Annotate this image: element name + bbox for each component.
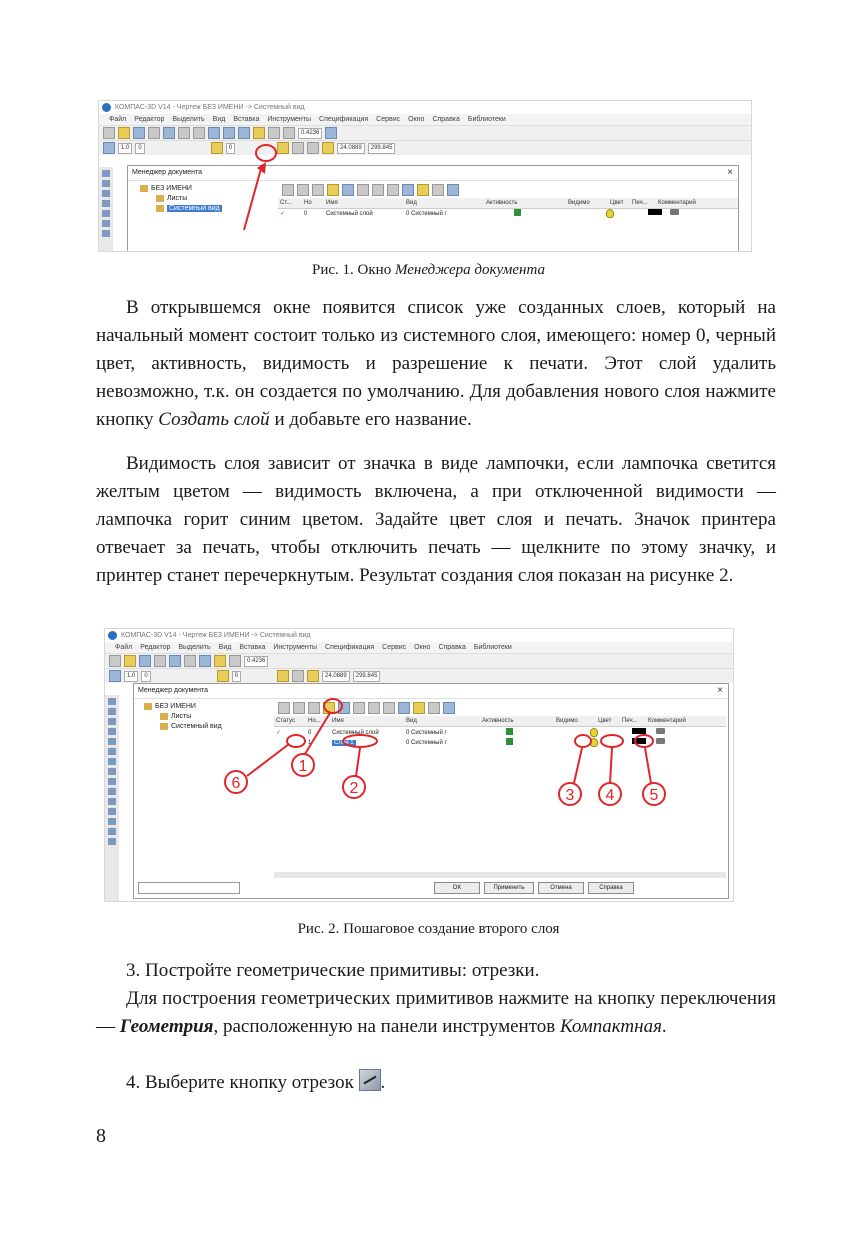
tree-item-sheets[interactable]: Листы: [140, 194, 222, 204]
window-title: КОМПАС-3D V14 - Чертеж БЕЗ ИМЕНИ -> Системный вид: [115, 104, 305, 111]
tree-item-view[interactable]: Системный вид: [140, 204, 222, 214]
coord-y-field[interactable]: 299.845: [353, 671, 381, 682]
menu-item-tools[interactable]: Инструменты: [273, 644, 318, 651]
column-view[interactable]: Вид: [406, 718, 417, 724]
menu-item-edit[interactable]: Редактор: [140, 644, 171, 651]
layer-field[interactable]: 0: [232, 671, 241, 682]
pointer-4: [610, 748, 612, 783]
column-status[interactable]: Ст...: [280, 200, 292, 206]
zoom-field[interactable]: 0.4236: [298, 128, 322, 139]
status-check-icon: ✓: [276, 730, 282, 736]
window-title: КОМПАС-3D V14 - Чертеж БЕЗ ИМЕНИ -> Системный вид: [121, 632, 311, 639]
menu-item-service[interactable]: Сервис: [382, 644, 407, 651]
menu-item-window[interactable]: Окно: [408, 116, 425, 123]
cancel-button[interactable]: Отмена: [538, 882, 584, 894]
coord-y-field[interactable]: 299.845: [368, 143, 396, 154]
menu-item-service[interactable]: Сервис: [376, 116, 401, 123]
menu-item-window[interactable]: Окно: [414, 644, 431, 651]
status-check-icon: ✓: [280, 211, 286, 217]
column-color[interactable]: Цвет: [610, 200, 624, 206]
layer-number: 0: [308, 730, 312, 736]
menu-item-help[interactable]: Справка: [438, 644, 466, 651]
column-activity[interactable]: Активность: [482, 718, 514, 724]
menu-item-libraries[interactable]: Библиотеки: [467, 116, 506, 123]
close-icon[interactable]: ×: [717, 685, 723, 696]
menu-item-file[interactable]: Файл: [115, 644, 133, 651]
column-activity[interactable]: Активность: [486, 200, 518, 206]
marker-3: 3: [565, 787, 575, 804]
menu-item-help[interactable]: Справка: [432, 116, 460, 123]
column-number[interactable]: Но: [304, 200, 312, 206]
scale-field[interactable]: 1.0: [124, 671, 138, 682]
layer-name: Системный слой: [332, 730, 379, 736]
layer-view: 0 Системный г: [406, 730, 447, 736]
tree-item-sheets[interactable]: Листы: [144, 712, 222, 722]
figure-2-caption: Рис. 2. Пошаговое создание второго слоя: [297, 921, 560, 937]
layer-view: 0 Системный г: [406, 211, 447, 217]
column-visible[interactable]: Видимо: [556, 718, 578, 724]
menu-item-select[interactable]: Выделить: [172, 116, 205, 123]
highlight-color: [601, 735, 623, 747]
close-icon[interactable]: ×: [727, 167, 733, 178]
column-status[interactable]: Статус: [276, 718, 295, 724]
column-color[interactable]: Цвет: [598, 718, 612, 724]
column-name[interactable]: Имя: [332, 718, 344, 724]
tree-item-root[interactable]: БЕЗ ИМЕНИ: [144, 702, 222, 712]
marker-5: 5: [649, 787, 659, 804]
ok-button[interactable]: OK: [434, 882, 480, 894]
menu-item-specification[interactable]: Спецификация: [319, 116, 369, 123]
help-button[interactable]: Справка: [588, 882, 634, 894]
menu-item-edit[interactable]: Редактор: [134, 116, 165, 123]
menu-item-insert[interactable]: Вставка: [233, 116, 260, 123]
scale-field[interactable]: 1.0: [118, 143, 132, 154]
column-comment[interactable]: Комментарий: [648, 718, 686, 724]
step-field[interactable]: 0: [135, 143, 144, 154]
step-3: 3. Постройте геометрические примитивы: отрезки.: [126, 960, 540, 981]
step-field[interactable]: 0: [141, 671, 150, 682]
menu-item-view[interactable]: Вид: [212, 116, 226, 123]
marker-6: 6: [231, 775, 241, 792]
layer-view: 0 Системный г: [406, 740, 447, 746]
menu-item-tools[interactable]: Инструменты: [267, 116, 312, 123]
pointer-3: [574, 748, 582, 783]
marker-1: 1: [298, 758, 308, 775]
layer-number: 0: [304, 211, 308, 217]
menu-item-file[interactable]: Файл: [109, 116, 127, 123]
pointer-6: [247, 744, 289, 776]
column-number[interactable]: Но...: [308, 718, 321, 724]
segment-tool-icon: [359, 1069, 381, 1091]
menu-item-specification[interactable]: Спецификация: [325, 644, 375, 651]
figure-1-caption: Рис. 1. Окно Менеджера документа: [312, 262, 545, 278]
highlight-create-layer: [324, 699, 342, 713]
layer-name: Системный слой: [326, 211, 373, 217]
menu-item-view[interactable]: Вид: [218, 644, 232, 651]
paragraph-3: Для построения геометрических примитивов нажмите на кнопку переключения — Геометрия, расположенную на панели инструментов Компактная.: [96, 988, 776, 1037]
tree-item-view[interactable]: Системный вид: [144, 722, 222, 732]
dialog-title: Менеджер документа: [134, 684, 728, 699]
column-view[interactable]: Вид: [406, 200, 417, 206]
dialog-title: Менеджер документа: [128, 166, 738, 181]
marker-2: 2: [349, 780, 359, 797]
layer-field[interactable]: 0: [226, 143, 235, 154]
paragraph-2: Видимость слоя зависит от значка в виде лампочки, если лампочка светится желтым цветом — видимость включена, а при отключенной видимости — лампочка горит синим цветом. Задайте цвет слоя и печать. Значок принтера отвечает за печать, чтобы отключить печать — щелкните по этому значку, и принтер станет перечеркнутым. Результат создания слоя показан на рисунке 2.: [96, 453, 776, 586]
page-number: 8: [96, 1125, 106, 1147]
menu-item-insert[interactable]: Вставка: [239, 644, 266, 651]
column-print[interactable]: Печ...: [632, 200, 648, 206]
pointer-2: [356, 748, 360, 776]
paragraph-1: В открывшемся окне появится список уже созданных слоев, который на начальный момент состоит только из системного слоя, имеющего: номер 0, черный цвет, активность, видимость и разрешение к печати. Этот слой удалить невозможно, т.к. он создается по умолчанию. Для добавления нового слоя нажмите кнопку Создать слой и добавьте его название.: [96, 297, 776, 430]
menu-item-libraries[interactable]: Библиотеки: [473, 644, 512, 651]
coord-x-field[interactable]: 24.0889: [337, 143, 365, 154]
step-4: 4. Выберите кнопку отрезок .: [96, 1069, 776, 1097]
column-visible[interactable]: Видимо: [568, 200, 590, 206]
column-name[interactable]: Имя: [326, 200, 338, 206]
pointer-5: [645, 748, 651, 783]
tree-item-root[interactable]: БЕЗ ИМЕНИ: [140, 184, 222, 194]
pointer-1: [305, 713, 330, 754]
menu-item-select[interactable]: Выделить: [178, 644, 211, 651]
layer-number: 1: [308, 740, 312, 746]
highlight-status: [287, 735, 305, 747]
column-comment[interactable]: Комментарий: [658, 200, 696, 206]
coord-x-field[interactable]: 24.0889: [322, 671, 350, 682]
highlight-print: [635, 735, 653, 747]
column-print[interactable]: Печ...: [622, 718, 638, 724]
apply-button[interactable]: Применить: [484, 882, 534, 894]
layer-name-edit[interactable]: Слой 1: [334, 740, 354, 746]
marker-4: 4: [605, 787, 615, 804]
highlight-visibility: [575, 735, 591, 747]
zoom-field[interactable]: 0.4236: [244, 656, 268, 667]
highlight-layer-name: [343, 735, 377, 747]
